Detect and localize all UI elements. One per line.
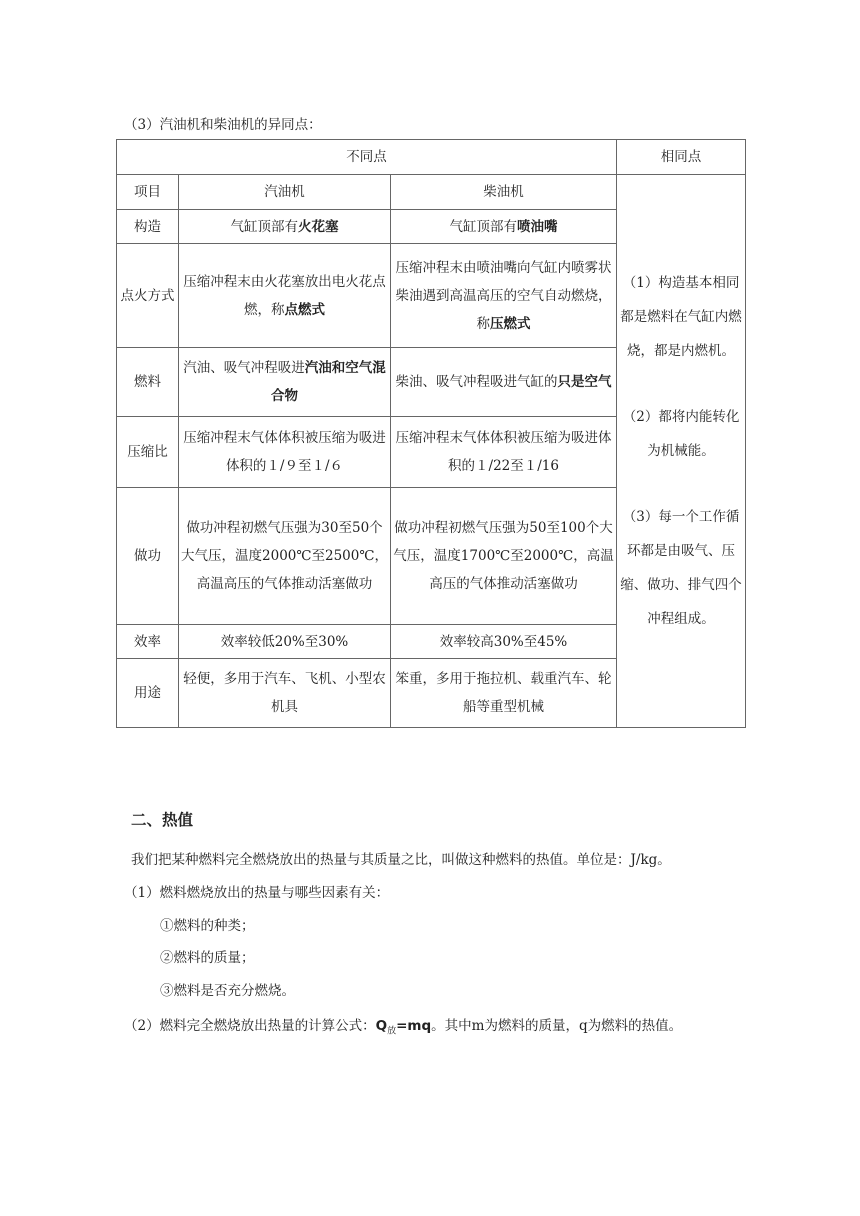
same-point-3: （3）每一个工作循环都是由吸气、压缩、做功、排气四个冲程组成。 xyxy=(620,509,742,627)
cell-diesel-usage: 笨重，多用于拖拉机、载重汽车、轮船等重型机械 xyxy=(391,659,617,728)
col-diesel-header: 柴油机 xyxy=(391,175,617,210)
row-label-efficiency: 效率 xyxy=(117,625,179,659)
same-header: 相同点 xyxy=(617,140,746,175)
section-heading: 二、热值 xyxy=(131,811,194,829)
same-point-2: （2）都将内能转化为机械能。 xyxy=(622,409,740,459)
cell-gas-structure: 气缸顶部有火花塞 xyxy=(179,210,391,244)
intro-line: （3）汽油机和柴油机的异同点： xyxy=(124,117,322,133)
row-label-compression: 压缩比 xyxy=(117,417,179,488)
cell-gas-fuel: 汽油、吸气冲程吸进汽油和空气混合物 xyxy=(179,348,391,417)
row-label-fuel: 燃料 xyxy=(117,348,179,417)
cell-diesel-efficiency: 效率较高30%至45% xyxy=(391,625,617,659)
cell-diesel-fuel: 柴油、吸气冲程吸进气缸的只是空气 xyxy=(391,348,617,417)
row-label-structure: 构造 xyxy=(117,210,179,244)
diff-header: 不同点 xyxy=(117,140,617,175)
cell-diesel-compression: 压缩冲程末气体体积被压缩为吸进体积的１/22至１/16 xyxy=(391,417,617,488)
cell-diesel-structure: 气缸顶部有喷油嘴 xyxy=(391,210,617,244)
same-points-cell xyxy=(617,175,746,728)
col-gas-header: 汽油机 xyxy=(179,175,391,210)
row-label-usage: 用途 xyxy=(117,659,179,728)
formula-symbol: Q xyxy=(375,1018,388,1034)
factor-item: ③燃料是否充分燃烧。 xyxy=(160,983,295,999)
cell-gas-ignition: 压缩冲程末由火花塞放出电火花点燃，称点燃式 xyxy=(179,244,391,348)
formula-line: （2）燃料完全燃烧放出热量的计算公式：$Q_放=mq$。其中m为燃料的质量，q为燃料的热值。 xyxy=(124,1018,683,1037)
factors-intro: （1）燃料燃烧放出的热量与哪些因素有关： xyxy=(124,885,390,901)
factor-item: ②燃料的质量； xyxy=(160,950,255,966)
cell-gas-usage: 轻便，多用于汽车、飞机、小型农机具 xyxy=(179,659,391,728)
cell-diesel-work: 做功冲程初燃气压强为50至100个大气压，温度1700℃至2000℃，高温高压的气体推动活塞做功 xyxy=(391,488,617,625)
heat-value-definition: 我们把某种燃料完全燃烧放出的热量与其质量之比，叫做这种燃料的热值。单位是：J/kg。 xyxy=(131,852,671,868)
cell-diesel-ignition: 压缩冲程末由喷油嘴向气缸内喷雾状柴油遇到高温高压的空气自动燃烧，称压燃式 xyxy=(391,244,617,348)
formula-subscript: 放 xyxy=(387,1026,397,1037)
cell-gas-work: 做功冲程初燃气压强为30至50个大气压，温度2000℃至2500℃，高温高压的气体推动活塞做功 xyxy=(179,488,391,625)
formula-equation: =mq xyxy=(396,1018,432,1034)
col-item-header: 项目 xyxy=(117,175,179,210)
cell-gas-efficiency: 效率较低20%至30% xyxy=(179,625,391,659)
factor-item: ①燃料的种类； xyxy=(160,918,255,934)
cell-gas-compression: 压缩冲程末气体体积被压缩为吸进体积的１/９至１/６ xyxy=(179,417,391,488)
row-label-work: 做功 xyxy=(117,488,179,625)
same-point-1: （1）构造基本相同都是燃料在气缸内燃烧，都是内燃机。 xyxy=(620,275,742,359)
row-label-ignition: 点火方式 xyxy=(117,244,179,348)
comparison-table xyxy=(116,139,746,728)
